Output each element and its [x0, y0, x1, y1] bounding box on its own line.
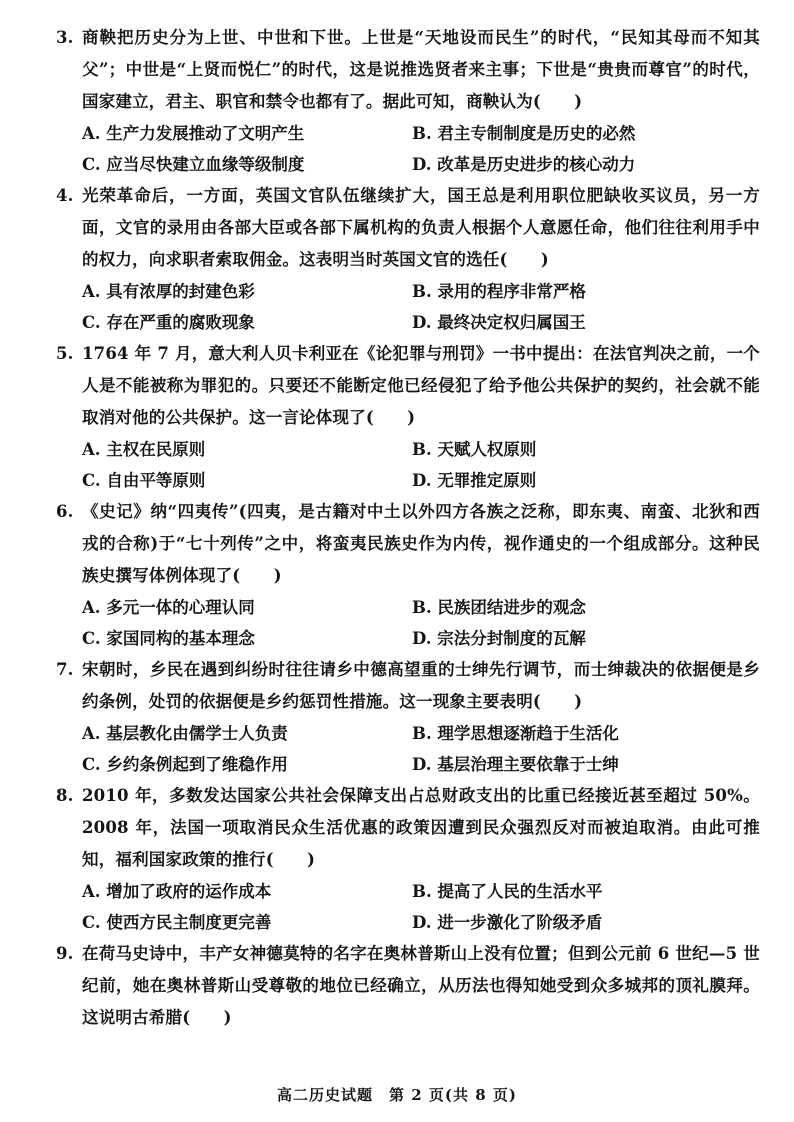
question-6 [56, 496, 760, 654]
option-b: B. 君主专制制度是历史的必然 [412, 124, 636, 143]
question-3 [56, 22, 760, 180]
option-d: D. 最终决定权归属国王 [412, 313, 586, 332]
option-a: A. 基层教化由儒学士人负责 [82, 724, 288, 743]
option-b: B. 天赋人权原则 [412, 440, 537, 459]
question-stem [56, 654, 760, 718]
option-list [62, 876, 760, 938]
question-number: 5. [56, 344, 74, 363]
option-d: D. 基层治理主要依靠于士绅 [412, 755, 619, 774]
question-number: 7. [56, 660, 74, 679]
question-number: 3. [56, 28, 74, 47]
option-d: D. 宗法分封制度的瓦解 [412, 629, 586, 648]
option-c: C. 使西方民主制度更完善 [82, 913, 272, 932]
question-8 [56, 780, 760, 938]
option-a: A. 生产力发展推动了文明产生 [82, 124, 305, 143]
option-b: B. 提高了人民的生活水平 [412, 882, 603, 901]
option-d: D. 无罪推定原则 [412, 471, 537, 490]
question-text: 2010 年，多数发达国家公共社会保障支出占总财政支出的比重已经接近甚至超过 50%。2008 年，法国一项取消民众生活优惠的政策因遭到民众强烈反对而被迫取消。由此可推知，福利国家政策的推行( ) [82, 786, 760, 869]
question-text: 在荷马史诗中，丰产女神德莫特的名字在奥林普斯山上没有位置；但到公元前 6 世纪—5 世纪前，她在奥林普斯山受尊敬的地位已经确立，从历法也得知她受到众多城邦的顶礼膜拜。这说明古希腊( ) [82, 944, 760, 1027]
question-5 [56, 338, 760, 496]
option-c: C. 自由平等原则 [82, 471, 206, 490]
question-9 [56, 938, 760, 1034]
option-b: B. 录用的程序非常严格 [412, 282, 586, 301]
question-text: 光荣革命后，一方面，英国文官队伍继续扩大，国王总是利用职位肥缺收买议员，另一方面，文官的录用由各部大臣或各部下属机构的负责人根据个人意愿任命，他们往往利用手中的权力，向求职者索取佣金。这表明当时英国文官的选任( ) [82, 186, 760, 269]
option-c: C. 应当尽快建立血缘等级制度 [82, 155, 305, 174]
question-stem [56, 338, 760, 434]
option-b: B. 民族团结进步的观念 [412, 598, 586, 617]
option-list [62, 592, 760, 654]
option-c: C. 乡约条例起到了维稳作用 [82, 755, 288, 774]
page-footer: 高二历史试题 第 2 页(共 8 页) [277, 1086, 517, 1104]
question-text: 宋朝时，乡民在遇到纠纷时往往请乡中德高望重的士绅先行调节，而士绅裁决的依据便是乡约条例，处罚的依据便是乡约惩罚性措施。这一现象主要表明( ) [82, 660, 760, 711]
question-stem [56, 496, 760, 592]
option-a: A. 主权在民原则 [82, 440, 206, 459]
option-a: A. 具有浓厚的封建色彩 [82, 282, 255, 301]
option-list [62, 434, 760, 496]
question-stem [56, 22, 760, 118]
option-list [62, 118, 760, 180]
question-4 [56, 180, 760, 338]
question-number: 8. [56, 786, 74, 805]
question-number: 4. [56, 186, 74, 205]
option-b: B. 理学思想逐渐趋于生活化 [412, 724, 619, 743]
option-c: C. 存在严重的腐败现象 [82, 313, 255, 332]
question-number: 9. [56, 944, 74, 963]
question-text: 1764 年 7 月，意大利人贝卡利亚在《论犯罪与刑罚》一书中提出：在法官判决之前，一个人是不能被称为罪犯的。只要还不能断定他已经侵犯了给予他公共保护的契约，社会就不能取消对他的公共保护。这一言论体现了( ) [82, 344, 760, 427]
option-list [62, 718, 760, 780]
option-list [62, 276, 760, 338]
question-stem [56, 938, 760, 1034]
option-c: C. 家国同构的基本理念 [82, 629, 255, 648]
option-a: A. 增加了政府的运作成本 [82, 882, 272, 901]
option-d: D. 进一步激化了阶级矛盾 [412, 913, 603, 932]
question-text: 《史记》纳“四夷传”(四夷，是古籍对中土以外四方各族之泛称，即东夷、南蛮、北狄和西戎的合称)于“七十列传”之中，将蛮夷民族史作为内传，视作通史的一个组成部分。这种民族史撰写体例体现了( ) [82, 502, 760, 585]
question-stem [56, 180, 760, 276]
option-a: A. 多元一体的心理认同 [82, 598, 255, 617]
option-d: D. 改革是历史进步的核心动力 [412, 155, 636, 174]
question-stem [56, 780, 760, 876]
question-number: 6. [56, 502, 74, 521]
question-7 [56, 654, 760, 780]
question-text: 商鞅把历史分为上世、中世和下世。上世是“天地设而民生”的时代，“民知其母而不知其父”；中世是“上贤而悦仁”的时代，这是说推选贤者来主事；下世是“贵贵而尊官”的时代，国家建立，君主、职官和禁令也都有了。据此可知，商鞅认为( ) [82, 28, 760, 111]
